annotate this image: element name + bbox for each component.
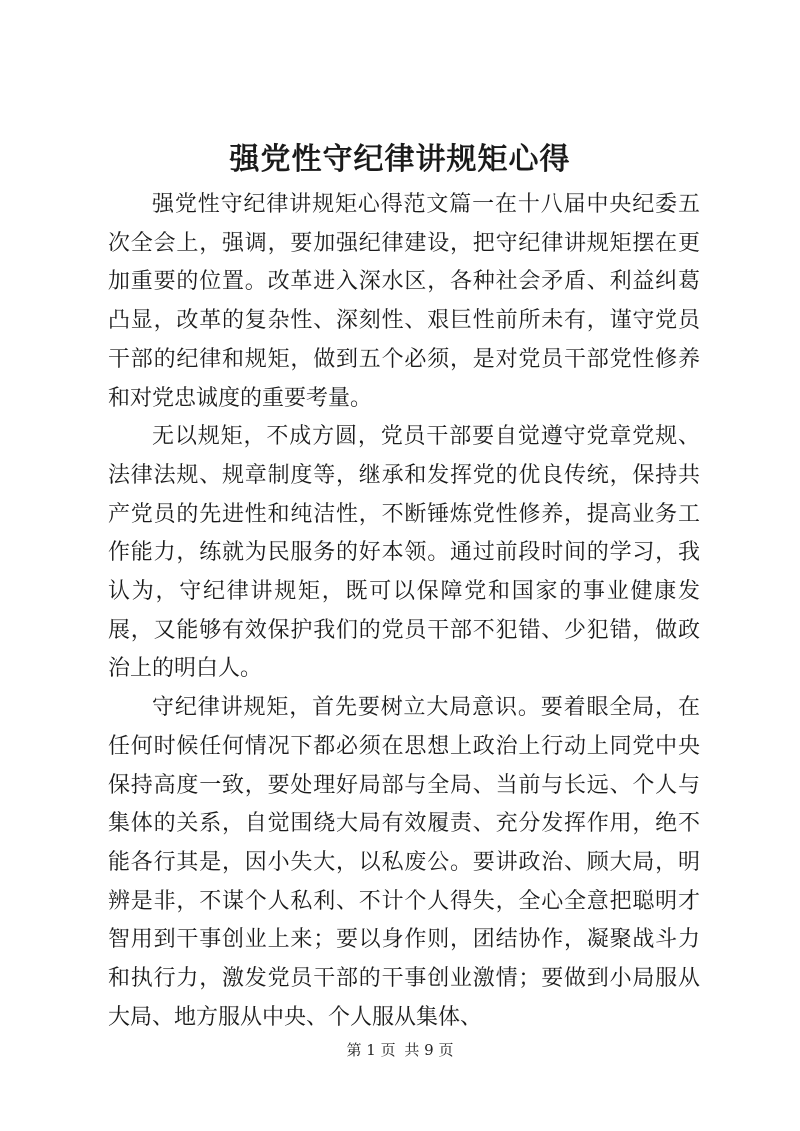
- paragraph-2: 无以规矩，不成方圆，党员干部要自觉遵守党章党规、法律法规、规章制度等，继承和发挥党的优良传统，保持共产党员的先进性和纯洁性，不断锤炼党性修养，提高业务工作能力，练就为民服务的好本领。通过前段时间的学习，我认为，守纪律讲规矩，既可以保障党和国家的事业健康发展，又能够有效保护我们的党员干部不犯错、少犯错，做政治上的明白人。: [108, 424, 700, 682]
- paragraph-1: 强党性守纪律讲规矩心得范文篇一在十八届中央纪委五次全会上，强调，要加强纪律建设，把守纪律讲规矩摆在更加重要的位置。改革进入深水区，各种社会矛盾、利益纠葛凸显，改革的复杂性、深刻性、艰巨性前所未有，谨守党员干部的纪律和规矩，做到五个必须，是对党员干部党性修养和对党忠诚度的重要考量。: [108, 192, 700, 411]
- document-title: 强党性守纪律讲规矩心得: [229, 142, 571, 177]
- page-number: 第 1 页: [346, 1041, 396, 1059]
- page-total: 共 9 页: [404, 1041, 454, 1059]
- document-body: [108, 186, 700, 1037]
- paragraph-3: 守纪律讲规矩，首先要树立大局意识。要着眼全局，在任何时候任何情况下都必须在思想上政治上行动上同党中央保持高度一致，要处理好局部与全局、当前与长远、个人与集体的关系，自觉围绕大局有效履责、充分发挥作用，绝不能各行其是，因小失大，以私废公。要讲政治、顾大局，明辨是非，不谋个人私利、不计个人得失，全心全意把聪明才智用到干事创业上来；要以身作则，团结协作，凝聚战斗力和执行力，激发党员干部的干事创业激情；要做到小局服从大局、地方服从中央、个人服从集体、: [108, 695, 700, 1030]
- page-footer: [0, 1040, 800, 1060]
